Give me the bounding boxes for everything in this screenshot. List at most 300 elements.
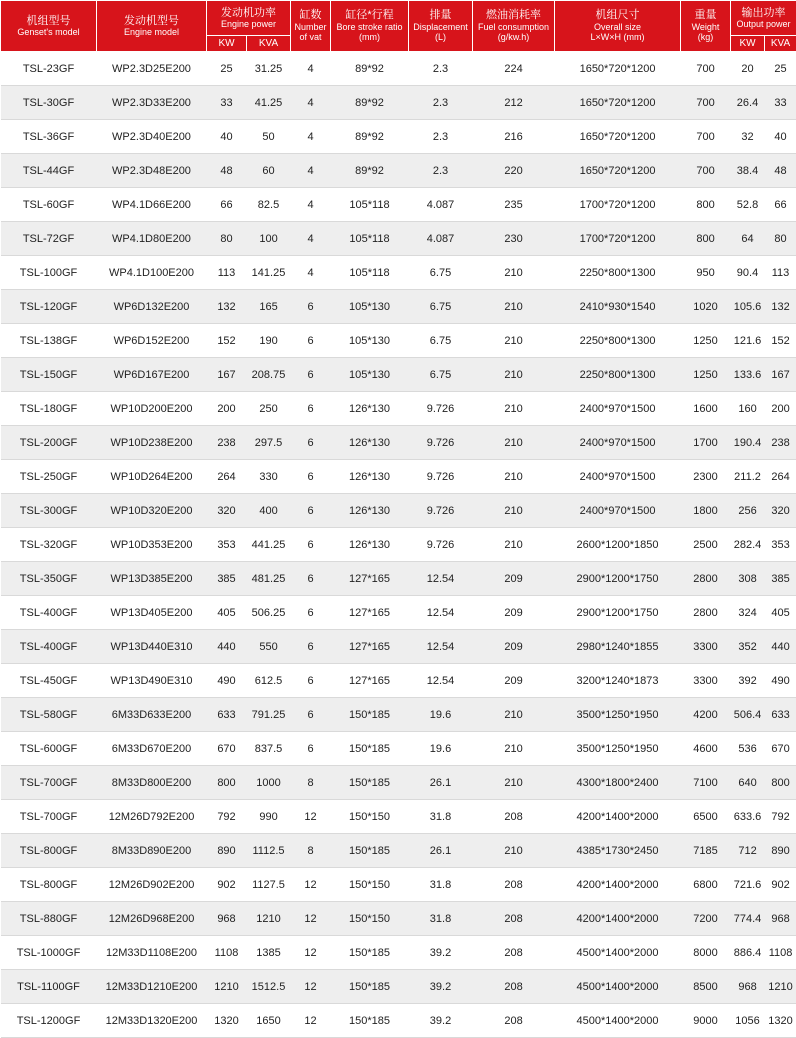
cell-fuel-consumption: 208 [473,1004,555,1038]
cell-output-kw: 721.6 [731,868,765,902]
cell-genset-model: TSL-180GF [1,392,97,426]
cell-bore-stroke: 105*118 [331,256,409,290]
cell-displacement: 12.54 [409,664,473,698]
cell-output-kva: 792 [765,800,796,834]
cell-fuel-consumption: 208 [473,868,555,902]
cell-weight: 700 [681,52,731,86]
cell-output-kva: 902 [765,868,796,902]
cell-cylinders: 4 [291,222,331,256]
cell-cylinders: 4 [291,188,331,222]
cell-genset-model: TSL-200GF [1,426,97,460]
cell-cylinders: 4 [291,52,331,86]
cell-cylinders: 6 [291,290,331,324]
cell-engine-kva: 1112.5 [247,834,291,868]
cell-engine-kva: 190 [247,324,291,358]
cell-output-kw: 352 [731,630,765,664]
cell-genset-model: TSL-800GF [1,868,97,902]
header-output-zh: 输出功率 [731,7,796,20]
cell-engine-model: 6M33D670E200 [97,732,207,766]
header-fuel-zh: 燃油消耗率 [473,9,554,22]
cell-engine-kw: 1108 [207,936,247,970]
cell-output-kw: 536 [731,732,765,766]
header-bore-zh: 缸径*行程 [331,9,408,22]
cell-fuel-consumption: 208 [473,970,555,1004]
cell-genset-model: TSL-1100GF [1,970,97,1004]
cell-engine-model: WP6D152E200 [97,324,207,358]
cell-bore-stroke: 126*130 [331,392,409,426]
header-output-en: Output power [731,19,796,29]
cell-displacement: 9.726 [409,460,473,494]
cell-bore-stroke: 126*130 [331,528,409,562]
cell-overall-size: 1700*720*1200 [555,188,681,222]
cell-genset-model: TSL-30GF [1,86,97,120]
cell-bore-stroke: 105*130 [331,324,409,358]
cell-bore-stroke: 150*150 [331,868,409,902]
cell-engine-kva: 31.25 [247,52,291,86]
cell-cylinders: 6 [291,324,331,358]
cell-output-kw: 133.6 [731,358,765,392]
table-header [1,1,796,52]
cell-output-kw: 64 [731,222,765,256]
header-output-kw: KW [731,36,765,52]
cell-engine-kw: 238 [207,426,247,460]
cell-genset-model: TSL-580GF [1,698,97,732]
cell-output-kw: 324 [731,596,765,630]
cell-output-kva: 490 [765,664,796,698]
cell-overall-size: 1650*720*1200 [555,154,681,188]
cell-engine-kw: 25 [207,52,247,86]
cell-overall-size: 3500*1250*1950 [555,732,681,766]
cell-engine-kw: 405 [207,596,247,630]
cell-engine-model: WP10D200E200 [97,392,207,426]
cell-displacement: 26.1 [409,766,473,800]
header-size-unit: L×W×H (mm) [555,32,680,42]
cell-fuel-consumption: 210 [473,358,555,392]
cell-engine-kva: 481.25 [247,562,291,596]
cell-engine-kva: 506.25 [247,596,291,630]
cell-genset-model: TSL-880GF [1,902,97,936]
cell-output-kva: 25 [765,52,796,86]
cell-output-kva: 238 [765,426,796,460]
cell-overall-size: 2600*1200*1850 [555,528,681,562]
cell-overall-size: 4200*1400*2000 [555,868,681,902]
cell-genset-model: TSL-120GF [1,290,97,324]
cell-output-kw: 52.8 [731,188,765,222]
cell-overall-size: 2900*1200*1750 [555,596,681,630]
cell-genset-model: TSL-23GF [1,52,97,86]
cell-overall-size: 2400*970*1500 [555,426,681,460]
cell-cylinders: 6 [291,494,331,528]
cell-output-kva: 1320 [765,1004,796,1038]
cell-weight: 2800 [681,562,731,596]
cell-genset-model: TSL-400GF [1,596,97,630]
cell-fuel-consumption: 212 [473,86,555,120]
cell-engine-model: 12M26D902E200 [97,868,207,902]
cell-output-kw: 506.4 [731,698,765,732]
cell-engine-model: WP2.3D48E200 [97,154,207,188]
cell-cylinders: 8 [291,766,331,800]
cell-engine-kva: 550 [247,630,291,664]
cell-weight: 700 [681,86,731,120]
cell-fuel-consumption: 208 [473,936,555,970]
cell-overall-size: 2900*1200*1750 [555,562,681,596]
cell-overall-size: 2250*800*1300 [555,358,681,392]
cell-displacement: 2.3 [409,52,473,86]
cell-overall-size: 4500*1400*2000 [555,936,681,970]
table-row [1,732,796,766]
cell-engine-kw: 800 [207,766,247,800]
cell-bore-stroke: 150*185 [331,936,409,970]
cell-engine-kw: 66 [207,188,247,222]
cell-genset-model: TSL-100GF [1,256,97,290]
cell-genset-model: TSL-138GF [1,324,97,358]
cell-engine-kw: 113 [207,256,247,290]
cell-overall-size: 4200*1400*2000 [555,902,681,936]
cell-engine-kva: 1650 [247,1004,291,1038]
cell-engine-kw: 670 [207,732,247,766]
cell-displacement: 9.726 [409,494,473,528]
cell-output-kva: 1108 [765,936,796,970]
cell-bore-stroke: 89*92 [331,86,409,120]
cell-bore-stroke: 127*165 [331,630,409,664]
cell-displacement: 39.2 [409,1004,473,1038]
cell-output-kva: 670 [765,732,796,766]
cell-engine-model: WP4.1D66E200 [97,188,207,222]
cell-output-kva: 132 [765,290,796,324]
cell-weight: 700 [681,120,731,154]
cell-fuel-consumption: 210 [473,834,555,868]
cell-genset-model: TSL-36GF [1,120,97,154]
cell-engine-model: WP13D490E310 [97,664,207,698]
cell-weight: 1250 [681,324,731,358]
cell-weight: 2300 [681,460,731,494]
cell-fuel-consumption: 210 [473,698,555,732]
cell-overall-size: 4300*1800*2400 [555,766,681,800]
cell-fuel-consumption: 210 [473,256,555,290]
cell-output-kw: 886.4 [731,936,765,970]
cell-output-kva: 200 [765,392,796,426]
cell-cylinders: 12 [291,902,331,936]
cell-engine-model: WP13D405E200 [97,596,207,630]
cell-output-kva: 48 [765,154,796,188]
cell-overall-size: 1700*720*1200 [555,222,681,256]
cell-bore-stroke: 126*130 [331,426,409,460]
cell-output-kva: 385 [765,562,796,596]
cell-engine-kva: 612.5 [247,664,291,698]
cell-genset-model: TSL-250GF [1,460,97,494]
header-size-en: Overall size [555,22,680,32]
cell-bore-stroke: 105*118 [331,188,409,222]
cell-weight: 1600 [681,392,731,426]
cell-engine-kw: 200 [207,392,247,426]
cell-output-kva: 320 [765,494,796,528]
table-row [1,222,796,256]
cell-overall-size: 2250*800*1300 [555,324,681,358]
cell-output-kw: 968 [731,970,765,1004]
cell-displacement: 2.3 [409,154,473,188]
header-engine-power-en: Engine power [207,19,290,29]
cell-bore-stroke: 105*130 [331,290,409,324]
cell-fuel-consumption: 210 [473,460,555,494]
cell-engine-model: WP13D385E200 [97,562,207,596]
cell-bore-stroke: 150*185 [331,1004,409,1038]
cell-weight: 1250 [681,358,731,392]
cell-engine-kw: 968 [207,902,247,936]
cell-engine-model: WP2.3D33E200 [97,86,207,120]
cell-overall-size: 1650*720*1200 [555,120,681,154]
cell-fuel-consumption: 210 [473,290,555,324]
cell-displacement: 31.8 [409,800,473,834]
cell-fuel-consumption: 210 [473,732,555,766]
cell-overall-size: 4500*1400*2000 [555,1004,681,1038]
cell-cylinders: 4 [291,256,331,290]
cell-engine-kva: 250 [247,392,291,426]
cell-engine-kva: 400 [247,494,291,528]
cell-output-kva: 66 [765,188,796,222]
cell-engine-kva: 330 [247,460,291,494]
cell-weight: 700 [681,154,731,188]
cell-genset-model: TSL-1200GF [1,1004,97,1038]
header-engine-zh: 发动机型号 [97,15,206,28]
cell-cylinders: 12 [291,970,331,1004]
cell-genset-model: TSL-800GF [1,834,97,868]
cell-genset-model: TSL-150GF [1,358,97,392]
header-engine-kva: KVA [247,36,291,52]
cell-output-kw: 282.4 [731,528,765,562]
cell-engine-kw: 264 [207,460,247,494]
cell-cylinders: 12 [291,936,331,970]
cell-output-kw: 712 [731,834,765,868]
cell-overall-size: 1650*720*1200 [555,52,681,86]
cell-output-kva: 33 [765,86,796,120]
cell-cylinders: 6 [291,732,331,766]
cell-overall-size: 4200*1400*2000 [555,800,681,834]
cell-engine-kva: 791.25 [247,698,291,732]
cell-genset-model: TSL-300GF [1,494,97,528]
cell-output-kw: 211.2 [731,460,765,494]
cell-output-kva: 968 [765,902,796,936]
header-model-en: Genset's model [1,27,96,37]
cell-bore-stroke: 150*150 [331,800,409,834]
cell-engine-model: WP2.3D40E200 [97,120,207,154]
cell-displacement: 12.54 [409,630,473,664]
cell-bore-stroke: 105*118 [331,222,409,256]
cell-overall-size: 2400*970*1500 [555,460,681,494]
cell-weight: 800 [681,222,731,256]
table-row [1,324,796,358]
cell-output-kw: 26.4 [731,86,765,120]
cell-engine-kva: 297.5 [247,426,291,460]
header-weight-zh: 重量 [681,9,730,22]
cell-cylinders: 6 [291,528,331,562]
cell-output-kw: 640 [731,766,765,800]
cell-output-kw: 1056 [731,1004,765,1038]
cell-genset-model: TSL-72GF [1,222,97,256]
cell-output-kva: 633 [765,698,796,732]
cell-weight: 1020 [681,290,731,324]
cell-engine-model: WP2.3D25E200 [97,52,207,86]
cell-engine-kva: 1210 [247,902,291,936]
cell-output-kw: 774.4 [731,902,765,936]
cell-cylinders: 6 [291,358,331,392]
table-row [1,868,796,902]
cell-cylinders: 6 [291,596,331,630]
cell-bore-stroke: 150*185 [331,698,409,732]
header-displacement-zh: 排量 [409,9,472,22]
cell-output-kw: 190.4 [731,426,765,460]
cell-engine-kw: 132 [207,290,247,324]
cell-overall-size: 2400*970*1500 [555,392,681,426]
cell-engine-kw: 353 [207,528,247,562]
cell-cylinders: 4 [291,86,331,120]
cell-engine-kw: 320 [207,494,247,528]
cell-output-kw: 633.6 [731,800,765,834]
cell-output-kva: 353 [765,528,796,562]
cell-cylinders: 12 [291,800,331,834]
cell-output-kva: 80 [765,222,796,256]
cell-bore-stroke: 127*165 [331,562,409,596]
header-displacement-en: Displacement [409,22,472,32]
cell-displacement: 12.54 [409,596,473,630]
cell-engine-model: WP10D264E200 [97,460,207,494]
cell-engine-model: 12M26D968E200 [97,902,207,936]
cell-engine-model: WP10D353E200 [97,528,207,562]
cell-bore-stroke: 150*185 [331,766,409,800]
cell-displacement: 9.726 [409,528,473,562]
cell-weight: 950 [681,256,731,290]
table-row [1,188,796,222]
cell-displacement: 2.3 [409,120,473,154]
cell-bore-stroke: 150*185 [331,970,409,1004]
cell-displacement: 6.75 [409,290,473,324]
cell-genset-model: TSL-60GF [1,188,97,222]
cell-displacement: 4.087 [409,188,473,222]
cell-engine-kw: 490 [207,664,247,698]
cell-output-kw: 32 [731,120,765,154]
cell-genset-model: TSL-700GF [1,800,97,834]
header-bore-en: Bore stroke ratio [331,22,408,32]
cell-engine-kva: 1512.5 [247,970,291,1004]
cell-engine-kva: 60 [247,154,291,188]
cell-displacement: 31.8 [409,868,473,902]
header-fuel [473,1,555,52]
cell-fuel-consumption: 210 [473,392,555,426]
cell-cylinders: 6 [291,392,331,426]
cell-bore-stroke: 126*130 [331,494,409,528]
cell-bore-stroke: 105*130 [331,358,409,392]
cell-engine-kva: 441.25 [247,528,291,562]
cell-weight: 8000 [681,936,731,970]
cell-output-kva: 1210 [765,970,796,1004]
header-engine-power [207,1,291,36]
table-row [1,562,796,596]
cell-engine-kva: 990 [247,800,291,834]
cell-engine-kva: 141.25 [247,256,291,290]
cell-weight: 7100 [681,766,731,800]
cell-fuel-consumption: 224 [473,52,555,86]
cell-cylinders: 8 [291,834,331,868]
cell-cylinders: 6 [291,664,331,698]
table-row [1,630,796,664]
header-size-zh: 机组尺寸 [555,9,680,22]
cell-output-kw: 38.4 [731,154,765,188]
cell-engine-kva: 837.5 [247,732,291,766]
cell-engine-kw: 1210 [207,970,247,1004]
cell-fuel-consumption: 220 [473,154,555,188]
header-displacement [409,1,473,52]
cell-cylinders: 12 [291,868,331,902]
cell-overall-size: 2250*800*1300 [555,256,681,290]
cell-output-kva: 113 [765,256,796,290]
cell-fuel-consumption: 210 [473,426,555,460]
cell-displacement: 9.726 [409,426,473,460]
cell-engine-kw: 633 [207,698,247,732]
cell-output-kva: 800 [765,766,796,800]
cell-cylinders: 4 [291,120,331,154]
table-row [1,460,796,494]
cell-overall-size: 2400*970*1500 [555,494,681,528]
cell-engine-model: 12M26D792E200 [97,800,207,834]
cell-bore-stroke: 89*92 [331,120,409,154]
cell-bore-stroke: 127*165 [331,664,409,698]
cell-displacement: 31.8 [409,902,473,936]
cell-genset-model: TSL-700GF [1,766,97,800]
cell-fuel-consumption: 235 [473,188,555,222]
table-row [1,596,796,630]
cell-engine-model: WP4.1D100E200 [97,256,207,290]
cell-engine-kw: 792 [207,800,247,834]
cell-weight: 800 [681,188,731,222]
cell-output-kva: 152 [765,324,796,358]
cell-weight: 3300 [681,664,731,698]
cell-genset-model: TSL-1000GF [1,936,97,970]
cell-weight: 7200 [681,902,731,936]
cell-output-kw: 90.4 [731,256,765,290]
cell-overall-size: 3200*1240*1873 [555,664,681,698]
header-fuel-en: Fuel consumption [473,22,554,32]
header-cylinders [291,1,331,52]
cell-overall-size: 4500*1400*2000 [555,970,681,1004]
cell-fuel-consumption: 210 [473,494,555,528]
cell-weight: 8500 [681,970,731,1004]
cell-fuel-consumption: 209 [473,630,555,664]
cell-cylinders: 12 [291,1004,331,1038]
table-row [1,936,796,970]
cell-engine-model: WP13D440E310 [97,630,207,664]
cell-engine-kva: 41.25 [247,86,291,120]
cell-displacement: 39.2 [409,970,473,1004]
cell-bore-stroke: 89*92 [331,154,409,188]
cell-displacement: 6.75 [409,256,473,290]
cell-fuel-consumption: 230 [473,222,555,256]
cell-output-kw: 256 [731,494,765,528]
cell-engine-kw: 33 [207,86,247,120]
table-row [1,902,796,936]
cell-engine-model: 12M33D1320E200 [97,1004,207,1038]
cell-weight: 3300 [681,630,731,664]
cell-displacement: 6.75 [409,358,473,392]
cell-output-kw: 308 [731,562,765,596]
cell-weight: 6800 [681,868,731,902]
table-row [1,120,796,154]
cell-weight: 4200 [681,698,731,732]
header-displacement-unit: (L) [409,32,472,42]
cell-displacement: 2.3 [409,86,473,120]
cell-engine-model: 6M33D633E200 [97,698,207,732]
header-engine-en: Engine model [97,27,206,37]
cell-fuel-consumption: 210 [473,528,555,562]
cell-overall-size: 2980*1240*1855 [555,630,681,664]
